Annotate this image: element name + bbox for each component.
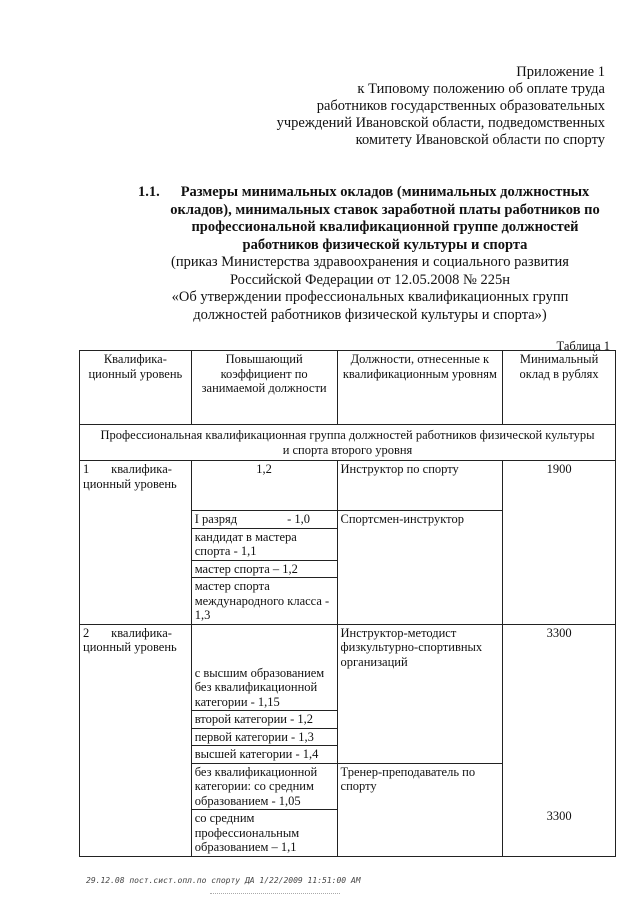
coef-item: первой категории - 1,3 [192,729,337,747]
coefficient-subcell [191,624,337,763]
header-line: учреждений Ивановской области, подведомственных [276,115,605,131]
group-title: Профессиональная квалификационная группа должностей работников физической культуры и спорта второго уровня [80,425,616,461]
coef-item: второй категории - 1,2 [192,711,337,729]
subtitle-line: должностей работников физической культуры и спорта») [193,306,547,323]
title-line: работников физической культуры и спорта [242,236,528,253]
coef-item: мастер спорта – 1,2 [192,561,337,579]
header-coefficient: Повышающий коэффициент по занимаемой должности [191,351,337,425]
coef-item: с высшим образованием без квалификационной категории - 1,15 [192,665,337,712]
appendix-header [277,64,605,149]
coefficient-subcell [191,511,337,625]
scan-artifact [210,893,340,894]
table-label: Таблица 1 [556,339,610,353]
title-line: профессиональной квалификационной группе должностей [191,219,579,235]
title-line: Размеры минимальных окладов (минимальных должностных [180,184,590,200]
header-line: к Типовому положению об оплате труда [357,81,605,97]
header-positions: Должности, отнесенные к квалификационным уровням [337,351,503,425]
position-cell: Инструктор по спорту [337,461,503,511]
section-number: 1.1. [138,184,160,200]
header-salary: Минимальный оклад в рублях [503,351,616,425]
coef-item: без квалификационной категории: со средним образованием - 1,05 [192,764,337,811]
salary-cell: 1900 [503,461,616,625]
section-title [130,184,610,324]
position-cell: Тренер-преподаватель по спорту [337,763,503,856]
header-line: работников государственных образовательных [316,98,605,114]
level-cell: 1 квалифика-ционный уровень [80,461,192,625]
group-title-row [80,425,616,461]
subtitle-line: (приказ Министерства здравоохранения и социального развития [171,254,569,270]
header-level: Квалифика-ционный уровень [80,351,192,425]
salary-value: 3300 [546,625,572,640]
header-line: Приложение 1 [516,64,605,80]
coefficient-cell: 1,2 [191,461,337,511]
coef-item: кандидат в мастера спорта - 1,1 [192,529,337,561]
print-footer: 29.12.08 пост.сист.опл.по спорту ДА 1/22/2009 11:51:00 AM [86,876,361,885]
subtitle-line: «Об утверждении профессиональных квалификационных групп [171,289,569,305]
header-line: комитету Ивановской области по спорту [355,132,605,148]
position-cell: Спортсмен-инструктор [337,511,503,625]
position-cell: Инструктор-методист физкультурно-спортивных организаций [337,624,503,763]
table-header-row [80,351,616,425]
subtitle-line: Российской Федерации от 12.05.2008 № 225н [229,271,511,288]
table-row [80,624,616,763]
coef-item: высшей категории - 1,4 [194,747,319,761]
coef-item: со средним профессиональным образованием – 1,1 [194,811,300,854]
coefficient-subcell [191,763,337,856]
salary-table [79,350,616,857]
salary-cell [503,624,616,856]
table-row [80,461,616,511]
coef-item: I разряд - 1,0 [192,511,337,529]
title-line: окладов), минимальных ставок заработной платы работников по [170,201,600,218]
coef-item: мастер спорта международного класса - 1,3 [194,579,330,622]
level-cell: 2 квалифика-ционный уровень [80,624,192,856]
salary-value: 3300 [546,809,572,823]
